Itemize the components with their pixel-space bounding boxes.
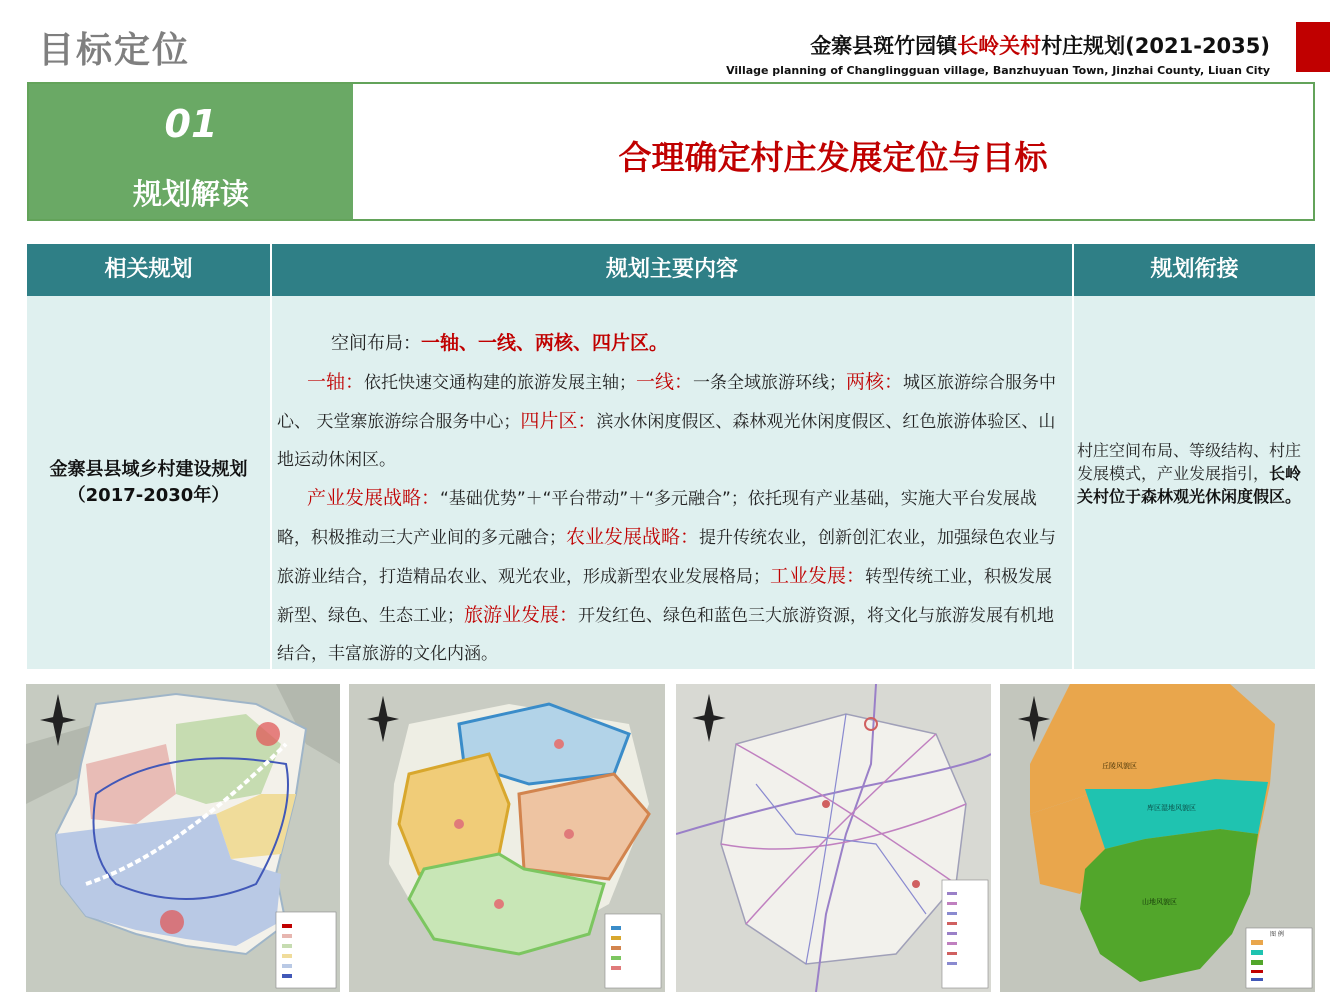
plan-content-cell <box>277 324 1063 673</box>
spatial-layout-line: 空间布局：一轴、一线、两核、四片区。 <box>331 332 669 354</box>
north-arrow-icon <box>38 692 78 748</box>
document-subtitle-en: Village planning of Changlingguan village, Banzhuyuan Town, Jinzhai County, Liuan City <box>726 64 1270 77</box>
legend-title: 图 例 <box>1270 931 1284 938</box>
map-transport-network <box>676 684 991 992</box>
map-landscape-zones <box>1000 684 1315 992</box>
column-divider <box>1072 244 1074 669</box>
north-arrow-icon <box>1016 694 1052 744</box>
layout-detail-paragraph: 一轴：依托快速交通构建的旅游发展主轴；一线：一条全域旅游环线；两核：城区旅游综合服务中心、 天堂寨旅游综合服务中心；四片区：滨水休闲度假区、森林观光休闲度假区、红色旅游体验区、山地运动休闲区。 <box>277 371 1057 470</box>
column-divider <box>270 244 272 669</box>
section-number: 01 <box>164 102 218 146</box>
planning-table <box>27 244 1315 669</box>
north-arrow-icon <box>690 692 728 744</box>
header-main-content: 规划主要内容 <box>605 257 738 282</box>
zone-label-wetland: 库区湿地风貌区 <box>1147 804 1196 812</box>
document-title-block <box>726 30 1270 77</box>
map-tourism-zones <box>349 684 665 992</box>
section-label-panel <box>29 84 353 219</box>
section-name: 规划解读 <box>132 177 249 211</box>
industry-strategy-paragraph: 产业发展战略：“基础优势”＋“平台带动”＋“多元融合”；依托现有产业基础，实施大平台发展战略，积极推动三大产业间的多元融合；农业发展战略：提升传统农业，创新创汇农业，加强绿色农业与旅游业结合，打造精品农业、观光农业，形成新型农业发展格局；工业发展：转型传统工业，积极发展新型、绿色、生态工业；旅游业发展：开发红色、绿色和蓝色三大旅游资源，将文化与旅游发展有机地结合，丰富旅游的文化内涵。 <box>277 487 1057 664</box>
plan-name-cell: 金寨县县域乡村建设规划（2017-2030年） <box>49 458 248 506</box>
page-heading: 目标定位 <box>38 30 191 71</box>
brand-red-block <box>1296 22 1330 72</box>
north-arrow-icon <box>365 694 401 744</box>
plan-link-cell: 村庄空间布局、等级结构、村庄发展模式，产业发展指引，长岭关村位于森林观光休闲度假区。 <box>1077 441 1302 506</box>
zone-label-mountain: 山地风貌区 <box>1142 898 1177 906</box>
header-related-plan: 相关规划 <box>104 257 193 282</box>
village-name-highlight: 长岭关村 <box>957 34 1042 58</box>
map-spatial-layout <box>26 684 340 992</box>
header-plan-link: 规划衔接 <box>1150 257 1239 282</box>
table-header-row <box>27 244 1315 296</box>
zone-label-hills: 丘陵风貌区 <box>1102 762 1137 770</box>
document-title: 金寨县斑竹园镇长岭关村村庄规划(2021-2035) <box>810 34 1270 58</box>
section-banner <box>27 82 1315 221</box>
section-headline: 合理确定村庄发展定位与目标 <box>618 138 1048 177</box>
village-location-note: 长岭关村位于森林观光休闲度假区。 <box>1077 464 1302 506</box>
